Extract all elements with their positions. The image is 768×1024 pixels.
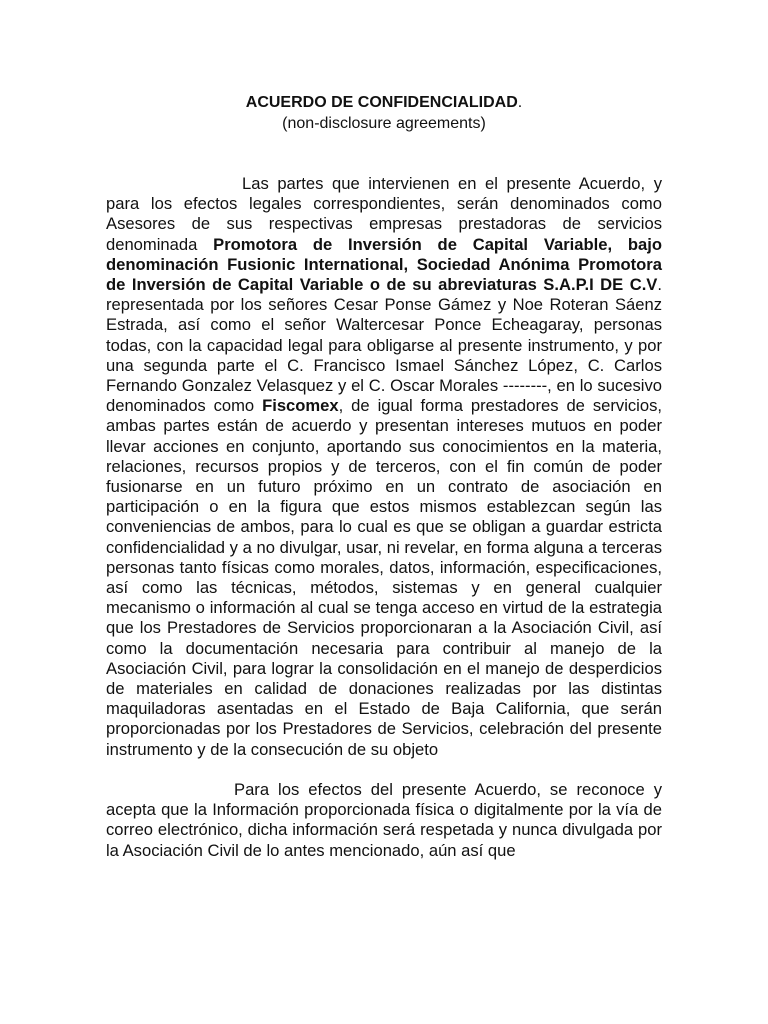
paragraph-1-text-3: , de igual forma prestadores de servicios, ambas partes están de acuerdo y presentan intereses mutuos en poder llevar acciones en conjunto, aportando sus conocimientos en la materia, relaciones, recursos propios y de terceros, con el fin común de poder fusionarse en un futuro próximo en un contrato de asociación en participación o en la figura que estos mismos establezcan según las conveniencias de ambos, para lo cual es que se obligan a guardar estricta confidencialidad y a no divulgar, usar, ni revelar, en forma alguna a terceras personas tanto físicas como morales, datos, información, especificaciones, así como las técnicas, métodos, sistemas y en general cualquier mecanismo o información al cual se tenga acceso en virtud de la estrategia que los Prestadores de Servicios proporcionaran a la Asociación Civil, así como la documentación necesaria para contribuir al manejo de la Asociación Civil, para lograr la consolidación en el manejo de desperdicios de materiales en calidad de donaciones realizadas por las distintas maquiladoras asentadas en el Estado de Baja California, que serán proporcionadas por los Prestadores de Servicios, celebración del presente instrumento y de la consecución de su objeto bbox=[106, 396, 662, 759]
paragraph-2 bbox=[106, 780, 662, 861]
paragraph-1 bbox=[106, 174, 662, 760]
document-body bbox=[106, 92, 662, 861]
document-title-period: . bbox=[517, 94, 523, 111]
title-block bbox=[106, 92, 662, 134]
paragraph-2-text: Para los efectos del presente Acuerdo, se reconoce y acepta que la Información proporcionada física o digitalmente por la vía de correo electrónico, dicha información será respetada y nunca divulgada por la Asociación Civil de lo antes mencionado, aún así que bbox=[106, 779, 662, 860]
document-title-line bbox=[106, 92, 662, 113]
document-title: ACUERDO DE CONFIDENCIALIDAD bbox=[245, 94, 518, 111]
fiscomex-bold: Fiscomex bbox=[262, 396, 339, 416]
document-subtitle: (non-disclosure agreements) bbox=[282, 115, 486, 132]
paragraph-1-text-2: . representada por los señores Cesar Ponse Gámez y Noe Roteran Sáenz Estrada, así como el señor Waltercesar Ponce Echeagaray, personas todas, con la capacidad legal para obligarse al presente instrumento, y por una segunda parte el C. Francisco Ismael Sánchez López, C. Carlos Fernando Gonzalez Velasquez y el C. Oscar Morales --------, en lo sucesivo denominados como bbox=[106, 275, 662, 416]
company-name-bold: Promotora de Inversión de Capital Variable, bajo denominación Fusionic International, Sociedad Anónima Promotora de Inversión de Capital Variable o de su abreviaturas S.A.P.I DE C.V bbox=[106, 234, 663, 295]
paragraph-1-text-1: Las partes que intervienen en el presente Acuerdo, y para los efectos legales correspondientes, serán denominados como Asesores de sus respectivas empresas prestadoras de servicios denominada bbox=[106, 174, 662, 254]
